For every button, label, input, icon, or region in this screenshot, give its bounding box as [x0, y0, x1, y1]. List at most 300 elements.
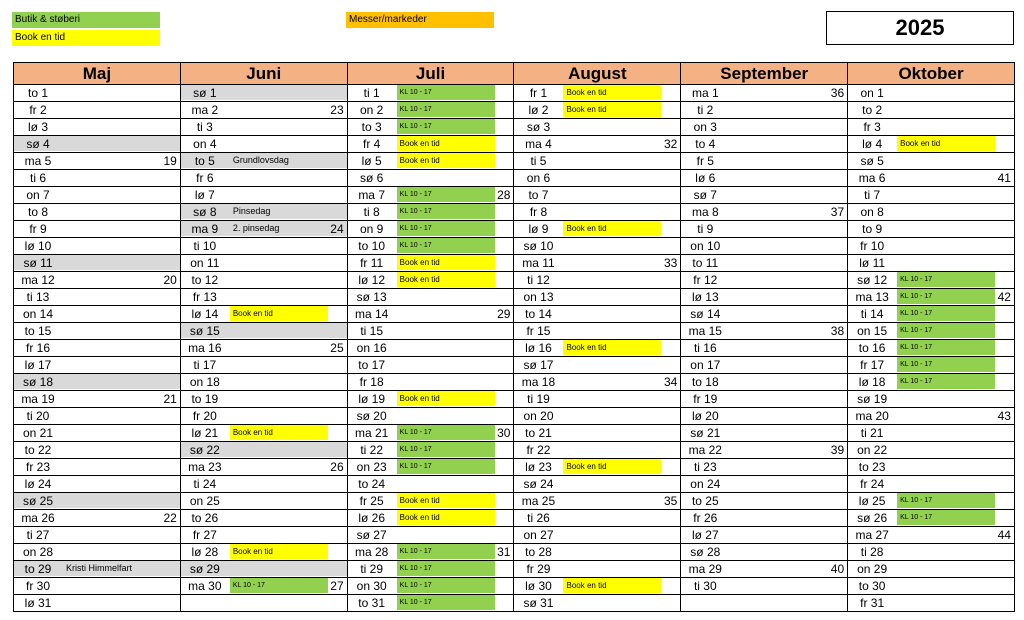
day-label: to 7 — [528, 188, 549, 202]
day-row — [14, 374, 180, 391]
day-label: ti 3 — [196, 120, 213, 134]
day-label: ti 5 — [530, 154, 547, 168]
day-row — [681, 204, 847, 221]
open-hours-tag: KL 10 - 17 — [897, 340, 995, 355]
day-label: sø 5 — [860, 154, 884, 168]
open-hours-tag: KL 10 - 17 — [397, 187, 495, 202]
book-tag: Book en tid — [397, 255, 495, 270]
day-row — [181, 561, 347, 578]
day-label: lø 23 — [525, 460, 552, 474]
month-header: Juli — [348, 63, 514, 85]
day-label: on 10 — [690, 239, 721, 253]
day-label: ma 23 — [188, 460, 222, 474]
day-label: on 7 — [26, 188, 50, 202]
day-label: fr 22 — [526, 443, 551, 457]
book-tag: Book en tid — [563, 340, 661, 355]
week-number: 22 — [163, 511, 177, 525]
day-row — [514, 340, 680, 357]
day-label: ma 16 — [188, 341, 222, 355]
day-label: on 24 — [690, 477, 721, 491]
day-row — [681, 476, 847, 493]
day-label: lø 30 — [525, 579, 552, 593]
day-row — [14, 85, 180, 102]
day-label: ti 19 — [527, 392, 550, 406]
day-row — [681, 578, 847, 595]
open-hours-tag: KL 10 - 17 — [897, 289, 995, 304]
open-hours-tag: KL 10 - 17 — [897, 323, 995, 338]
day-row — [348, 102, 514, 119]
year-title: 2025 — [826, 11, 1014, 45]
day-row — [514, 102, 680, 119]
day-row — [348, 255, 514, 272]
day-label: to 2 — [862, 103, 883, 117]
day-row — [14, 459, 180, 476]
day-label: sø 13 — [356, 290, 387, 304]
month-header: September — [681, 63, 847, 85]
day-row — [348, 204, 514, 221]
month-column — [348, 63, 515, 612]
book-tag: Book en tid — [563, 85, 661, 100]
day-row — [514, 442, 680, 459]
day-label: to 19 — [191, 392, 219, 406]
holiday-note: 2. pinsedag — [232, 223, 280, 233]
week-number: 39 — [830, 443, 845, 457]
day-label: fr 15 — [526, 324, 551, 338]
day-label: to 9 — [862, 222, 883, 236]
day-row — [14, 561, 180, 578]
day-row — [848, 153, 1014, 170]
day-label: lø 6 — [695, 171, 716, 185]
day-label: fr 17 — [860, 358, 885, 372]
week-number: 24 — [330, 222, 344, 236]
day-row — [514, 289, 680, 306]
week-number: 43 — [997, 409, 1011, 423]
book-tag: Book en tid — [397, 493, 495, 508]
day-label: ti 16 — [693, 341, 717, 355]
day-row — [681, 272, 847, 289]
day-row — [181, 153, 347, 170]
day-label: on 25 — [189, 494, 220, 508]
day-row — [514, 255, 680, 272]
day-row — [348, 306, 514, 323]
day-row — [848, 595, 1014, 612]
day-row — [514, 306, 680, 323]
day-label: fr 12 — [693, 273, 718, 287]
day-row — [848, 102, 1014, 119]
book-tag: Book en tid — [897, 136, 995, 151]
week-number: 30 — [497, 426, 511, 440]
open-hours-tag: KL 10 - 17 — [397, 561, 495, 576]
day-row — [681, 425, 847, 442]
day-label: fr 31 — [860, 596, 885, 610]
day-label: sø 20 — [356, 409, 387, 423]
day-row — [681, 255, 847, 272]
day-label: sø 1 — [193, 86, 217, 100]
day-row — [348, 544, 514, 561]
week-number: 37 — [830, 205, 845, 219]
day-row — [681, 238, 847, 255]
day-row — [181, 476, 347, 493]
day-row — [681, 459, 847, 476]
day-row — [848, 204, 1014, 221]
day-row — [848, 255, 1014, 272]
month-column — [681, 63, 848, 612]
day-row — [514, 561, 680, 578]
day-row — [848, 187, 1014, 204]
day-row — [848, 527, 1014, 544]
day-row — [348, 442, 514, 459]
day-label: on 13 — [523, 290, 554, 304]
open-hours-tag: KL 10 - 17 — [897, 306, 995, 321]
day-label: sø 15 — [189, 324, 220, 338]
day-label: ti 26 — [527, 511, 550, 525]
holiday-note: Pinsedag — [232, 206, 271, 216]
day-label: lø 11 — [859, 256, 886, 270]
open-hours-tag: KL 10 - 17 — [397, 102, 495, 117]
day-row — [348, 221, 514, 238]
day-row — [514, 493, 680, 510]
day-label: ma 8 — [691, 205, 719, 219]
day-label: ma 11 — [522, 256, 555, 270]
day-label: on 16 — [356, 341, 387, 355]
day-label: ti 15 — [360, 324, 383, 338]
month-column — [514, 63, 681, 612]
day-label: sø 24 — [523, 477, 554, 491]
day-row — [848, 306, 1014, 323]
day-label: to 24 — [358, 477, 385, 491]
day-label: ma 2 — [191, 103, 219, 117]
day-label: lø 10 — [24, 239, 52, 253]
open-hours-tag: KL 10 - 17 — [397, 578, 495, 593]
day-label: fr 27 — [192, 528, 217, 542]
day-row — [181, 238, 347, 255]
day-label: to 12 — [191, 273, 219, 287]
day-row — [848, 476, 1014, 493]
day-row — [14, 204, 180, 221]
day-label: fr 13 — [192, 290, 217, 304]
day-row — [14, 408, 180, 425]
day-row — [681, 153, 847, 170]
day-row — [848, 221, 1014, 238]
day-row — [681, 136, 847, 153]
day-row — [14, 102, 180, 119]
day-row — [681, 595, 847, 612]
day-row — [181, 493, 347, 510]
day-label: sø 14 — [690, 307, 721, 321]
day-label: ti 27 — [26, 528, 50, 542]
day-row — [514, 391, 680, 408]
day-row — [14, 170, 180, 187]
day-label: ma 6 — [858, 171, 886, 185]
day-label: to 21 — [525, 426, 552, 440]
day-label: lø 28 — [191, 545, 219, 559]
day-label: sø 17 — [523, 358, 554, 372]
day-label: ti 8 — [363, 205, 380, 219]
day-row — [14, 510, 180, 527]
day-label: on 23 — [356, 460, 387, 474]
day-row — [181, 459, 347, 476]
open-hours-tag: KL 10 - 17 — [397, 238, 495, 253]
day-label: fr 8 — [529, 205, 548, 219]
book-tag: Book en tid — [230, 544, 328, 559]
day-row — [514, 238, 680, 255]
day-row — [681, 374, 847, 391]
day-row — [348, 374, 514, 391]
day-label: to 29 — [24, 562, 52, 576]
day-label: ma 26 — [21, 511, 55, 525]
day-row — [848, 136, 1014, 153]
book-tag: Book en tid — [397, 153, 495, 168]
day-label: lø 12 — [358, 273, 385, 287]
day-label: on 30 — [356, 579, 387, 593]
day-row — [181, 272, 347, 289]
day-label: ti 20 — [26, 409, 50, 423]
day-label: to 15 — [24, 324, 52, 338]
open-hours-tag: KL 10 - 17 — [897, 493, 995, 508]
day-row — [681, 119, 847, 136]
day-row — [514, 544, 680, 561]
day-row — [348, 561, 514, 578]
day-label: on 6 — [526, 171, 551, 185]
day-label: to 11 — [692, 256, 719, 270]
day-row — [14, 527, 180, 544]
day-row — [181, 187, 347, 204]
day-label: lø 14 — [191, 307, 219, 321]
day-row — [681, 357, 847, 374]
week-number: 21 — [163, 392, 177, 406]
day-label: on 28 — [22, 545, 54, 559]
day-label: fr 11 — [360, 256, 384, 270]
day-row — [14, 357, 180, 374]
day-label: lø 17 — [24, 358, 52, 372]
day-row — [181, 595, 347, 612]
day-label: ti 22 — [360, 443, 383, 457]
day-row — [514, 408, 680, 425]
day-row — [348, 408, 514, 425]
day-row — [848, 289, 1014, 306]
day-row — [848, 374, 1014, 391]
book-tag: Book en tid — [563, 221, 661, 236]
day-label: fr 26 — [693, 511, 718, 525]
day-row — [14, 578, 180, 595]
day-label: ti 10 — [193, 239, 217, 253]
day-label: to 30 — [858, 579, 886, 593]
day-row — [848, 85, 1014, 102]
day-row — [348, 289, 514, 306]
day-label: to 18 — [691, 375, 719, 389]
day-label: ma 12 — [21, 273, 55, 287]
day-row — [14, 425, 180, 442]
day-label: on 9 — [359, 222, 384, 236]
day-row — [681, 561, 847, 578]
day-label: fr 4 — [362, 137, 381, 151]
day-label: sø 18 — [22, 375, 53, 389]
day-label: ma 18 — [521, 375, 556, 389]
open-hours-tag: KL 10 - 17 — [897, 510, 995, 525]
day-label: on 8 — [860, 205, 884, 219]
day-row — [14, 119, 180, 136]
day-label: to 16 — [858, 341, 886, 355]
day-row — [181, 357, 347, 374]
day-row — [681, 289, 847, 306]
day-row — [348, 119, 514, 136]
day-row — [681, 102, 847, 119]
day-row — [14, 153, 180, 170]
day-label: to 10 — [358, 239, 385, 253]
day-label: ma 13 — [855, 290, 889, 304]
day-label: fr 25 — [359, 494, 384, 508]
day-row — [348, 578, 514, 595]
day-label: lø 26 — [358, 511, 385, 525]
day-row — [681, 323, 847, 340]
day-row — [348, 357, 514, 374]
day-row — [14, 493, 180, 510]
day-row — [14, 442, 180, 459]
day-label: lø 5 — [361, 154, 382, 168]
day-row — [181, 527, 347, 544]
day-label: ti 13 — [26, 290, 50, 304]
day-row — [181, 306, 347, 323]
day-label: on 29 — [857, 562, 888, 576]
day-row — [848, 170, 1014, 187]
day-row — [681, 544, 847, 561]
day-label: on 1 — [860, 86, 884, 100]
day-row — [514, 595, 680, 612]
day-row — [348, 272, 514, 289]
book-tag: Book en tid — [563, 578, 661, 593]
day-label: ma 21 — [354, 426, 389, 440]
day-row — [14, 544, 180, 561]
day-label: ti 7 — [864, 188, 881, 202]
day-row — [681, 306, 847, 323]
day-label: sø 21 — [690, 426, 721, 440]
open-hours-tag: KL 10 - 17 — [397, 85, 495, 100]
open-hours-tag: KL 10 - 17 — [397, 544, 495, 559]
week-number: 38 — [830, 324, 845, 338]
day-row — [348, 391, 514, 408]
day-label: ma 19 — [21, 392, 55, 406]
day-label: ma 4 — [525, 137, 552, 151]
day-label: sø 25 — [22, 494, 53, 508]
day-row — [514, 221, 680, 238]
week-number: 33 — [663, 256, 678, 270]
day-label: fr 1 — [529, 86, 548, 100]
day-label: on 27 — [523, 528, 554, 542]
day-label: to 28 — [525, 545, 552, 559]
day-row — [514, 272, 680, 289]
day-label: to 26 — [191, 511, 219, 525]
day-label: sø 31 — [523, 596, 554, 610]
day-row — [181, 578, 347, 595]
day-label: sø 27 — [356, 528, 387, 542]
day-label: lø 9 — [528, 222, 549, 236]
day-label: sø 3 — [526, 120, 551, 134]
day-label: sø 12 — [857, 273, 888, 287]
day-row — [514, 459, 680, 476]
day-row — [848, 119, 1014, 136]
week-number: 31 — [497, 545, 511, 559]
day-row — [848, 578, 1014, 595]
day-row — [514, 85, 680, 102]
day-label: on 4 — [193, 137, 217, 151]
day-row — [14, 272, 180, 289]
day-label: sø 29 — [189, 562, 220, 576]
day-label: on 14 — [22, 307, 54, 321]
day-label: ti 24 — [193, 477, 217, 491]
day-label: sø 26 — [857, 511, 888, 525]
legend-messer: Messer/markeder — [346, 12, 494, 28]
day-row — [514, 119, 680, 136]
day-row — [14, 595, 180, 612]
day-label: to 8 — [27, 205, 48, 219]
day-label: lø 7 — [194, 188, 215, 202]
day-row — [848, 357, 1014, 374]
day-label: fr 29 — [526, 562, 551, 576]
month-column — [14, 63, 181, 612]
day-row — [348, 459, 514, 476]
day-label: ti 28 — [860, 545, 884, 559]
day-label: ma 30 — [188, 579, 222, 593]
day-label: to 22 — [24, 443, 52, 457]
open-hours-tag: KL 10 - 17 — [397, 459, 495, 474]
day-row — [848, 561, 1014, 578]
day-row — [514, 374, 680, 391]
week-number: 41 — [997, 171, 1011, 185]
day-row — [181, 85, 347, 102]
day-label: lø 2 — [528, 103, 549, 117]
week-number: 42 — [997, 290, 1011, 304]
day-label: sø 19 — [857, 392, 888, 406]
day-row — [514, 153, 680, 170]
day-label: on 2 — [359, 103, 384, 117]
day-row — [681, 170, 847, 187]
day-row — [181, 374, 347, 391]
month-header: Juni — [181, 63, 347, 85]
day-row — [348, 527, 514, 544]
day-row — [681, 510, 847, 527]
day-row — [348, 493, 514, 510]
day-label: ma 27 — [855, 528, 889, 542]
day-row — [348, 170, 514, 187]
book-tag: Book en tid — [563, 459, 661, 474]
open-hours-tag: KL 10 - 17 — [397, 425, 495, 440]
open-hours-tag: KL 10 - 17 — [230, 578, 328, 593]
day-row — [681, 527, 847, 544]
day-row — [181, 442, 347, 459]
week-number: 26 — [330, 460, 344, 474]
day-label: to 4 — [695, 137, 716, 151]
day-label: on 21 — [22, 426, 54, 440]
book-tag: Book en tid — [230, 425, 328, 440]
day-label: sø 10 — [523, 239, 554, 253]
day-row — [348, 187, 514, 204]
day-row — [848, 493, 1014, 510]
legend-butik: Butik & støberi — [12, 12, 160, 28]
day-row — [181, 425, 347, 442]
day-label: lø 3 — [27, 120, 48, 134]
day-label: lø 13 — [691, 290, 719, 304]
month-header: Oktober — [848, 63, 1014, 85]
week-number: 23 — [330, 103, 344, 117]
day-label: sø 7 — [693, 188, 717, 202]
open-hours-tag: KL 10 - 17 — [397, 204, 495, 219]
month-header: Maj — [14, 63, 180, 85]
day-label: ma 7 — [358, 188, 385, 202]
book-tag: Book en tid — [563, 102, 661, 117]
day-row — [514, 323, 680, 340]
day-row — [181, 289, 347, 306]
week-number: 19 — [163, 154, 177, 168]
